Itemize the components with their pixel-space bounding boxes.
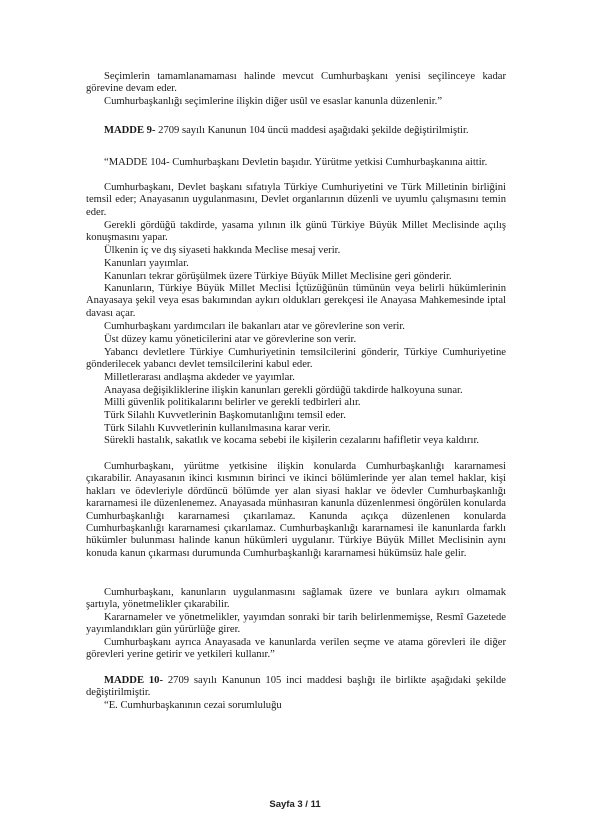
paragraph: Kanunların, Türkiye Büyük Millet Meclisi İçtüzüğünün tümünün veya belirli hükümlerinin Anayasaya şekil veya esas bakımından aykırı oldukları gerekçesi ile Anayasa Mahkemesinde iptal davası açar. [86,283,506,319]
paragraph: “E. Cumhurbaşkanının cezai sorumluluğu [104,700,282,711]
article-10-paragraph [86,675,506,700]
paragraph: Kanunları yayımlar. [104,258,189,269]
paragraph: Üst düzey kamu yöneticilerini atar ve görevlerine son verir. [104,334,357,345]
article-text: 2709 sayılı Kanunun 104 üncü maddesi aşağıdaki şekilde değiştirilmiştir. [155,125,469,136]
paragraph: Milli güvenlik politikalarını belirler ve gerekli tedbirleri alır. [104,397,361,408]
article-heading: MADDE 10- [104,675,163,686]
article-text: 2709 sayılı Kanunun 105 inci maddesi başlığı ile birlikte aşağıdaki şekilde değiştirilmiştir. [86,675,506,699]
paragraph: Milletlerarası andlaşma akdeder ve yayımlar. [104,372,295,383]
page-number: Sayfa 3 / 11 [269,799,321,810]
paragraph: Cumhurbaşkanı, kanunların uygulanmasını sağlamak üzere ve bunlara aykırı olmamak şartıyla, yönetmelikler çıkarabilir. [86,587,506,611]
article-heading: MADDE 9- [104,125,156,136]
paragraph: Kanunları tekrar görüşülmek üzere Türkiye Büyük Millet Meclisine geri gönderir. [104,271,452,282]
paragraph: Ülkenin iç ve dış siyaseti hakkında Meclise mesaj verir. [104,245,341,256]
paragraph: Türk Silahlı Kuvvetlerinin Başkomutanlığını temsil eder. [104,410,346,421]
paragraph: Cumhurbaşkanı yardımcıları ile bakanları atar ve görevlerine son verir. [104,321,405,332]
paragraph: Cumhurbaşkanı, Devlet başkanı sıfatıyla Türkiye Cumhuriyetini ve Türk Milletinin birliğini temsil eder; Anayasanın uygulanmasını, Devlet organlarının düzenli ve uyumlu çalışmasını temin eder. [86,182,506,218]
paragraph: Yabancı devletlere Türkiye Cumhuriyetinin temsilcilerini gönderir, Türkiye Cumhuriyetine gönderilecek yabancı devlet temsilcilerini kabul eder. [86,347,506,371]
paragraph: Cumhurbaşkanı ayrıca Anayasada ve kanunlarda verilen seçme ve atama görevleri ile diğer görevleri yerine getirir ve yetkileri kullanır.” [86,637,506,661]
article-9-paragraph [86,125,506,137]
paragraph: Anayasa değişikliklerine ilişkin kanunları gerekli gördüğü takdirde halkoyuna sunar. [104,385,463,396]
paragraph: Gerekli gördüğü takdirde, yasama yılının ilk günü Türkiye Büyük Millet Meclisinde açılış konuşmasını yapar. [86,220,506,244]
paragraph: “MADDE 104- Cumhurbaşkanı Devletin başıdır. Yürütme yetkisi Cumhurbaşkanına aittir. [104,157,488,168]
paragraph: Kararnameler ve yönetmelikler, yayımdan sonraki bir tarih belirlenmemişse, Resmî Gazetede yayımlandıkları gün yürürlüğe girer. [86,612,506,636]
paragraph: Seçimlerin tamamlanamaması halinde mevcut Cumhurbaşkanı yenisi seçilinceye kadar görevine devam eder. [86,71,506,95]
paragraph: Cumhurbaşkanı, yürütme yetkisine ilişkin konularda Cumhurbaşkanlığı kararnamesi çıkarabilir. Anayasanın ikinci kısmının birinci ve ikinci bölümlerinde yer alan temel haklar, kişi hakları ve ödevleriyle dördüncü bölümde yer alan siyasi haklar ve ödevler Cumhurbaşkanlığı kararnamesi ile düzenlenemez. Anayasada münhasıran kanunla düzenlenmesi öngörülen konularda Cumhurbaşkanlığı kararnamesi çıkarılamaz. Kanunda açıkça düzenlenen konularda Cumhurbaşkanlığı kararnamesi çıkarılamaz. Cumhurbaşkanlığı kararnamesi ile kanunlarda farklı hükümler bulunması halinde kanun hükümleri uygulanır. Türkiye Büyük Millet Meclisinin aynı konuda kanun çıkarması durumunda Cumhurbaşkanlığı kararnamesi hükümsüz hale gelir. [86,461,506,559]
paragraph: Türk Silahlı Kuvvetlerinin kullanılmasına karar verir. [104,423,331,434]
paragraph: Sürekli hastalık, sakatlık ve kocama sebebi ile kişilerin cezalarını hafifletir veya kaldırır. [104,435,480,446]
paragraph: Cumhurbaşkanlığı seçimlerine ilişkin diğer usûl ve esaslar kanunla düzenlenir.” [104,96,443,107]
